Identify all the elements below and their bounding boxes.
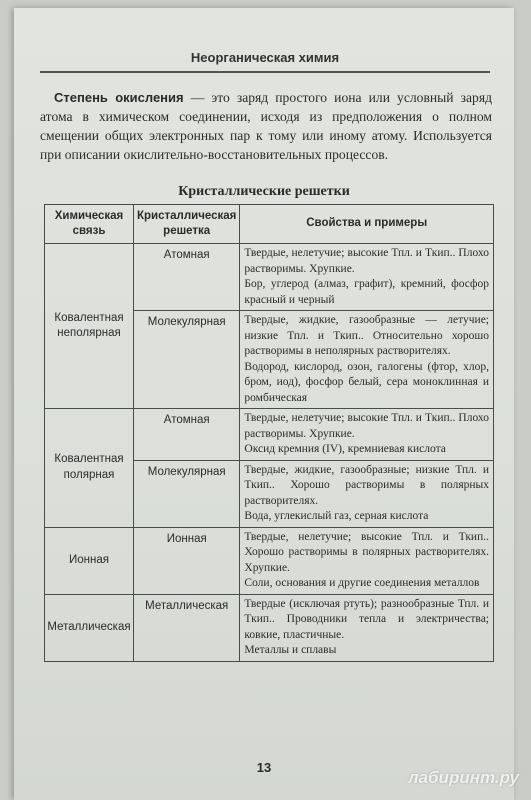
crystal-lattice-table [44,204,494,662]
running-header: Неорганическая химия [40,50,490,73]
properties-text: Твердые, жидкие, газообразные; низкие Тпл. и Ткип.. Хорошо растворимы в полярных растворителях. [244,463,489,507]
lattice-cell: Молекулярная [134,311,240,409]
bond-cell: Ионная [45,527,134,594]
lattice-cell: Атомная [134,244,240,311]
book-page [14,8,514,800]
definition-paragraph [40,88,492,164]
examples-text: Водород, кислород, озон, галогены (фтор, хлор, бром, иод), фосфор белый, сера моноклинная и ромбическая [244,360,489,404]
bond-cell: Ковалентная неполярная [45,244,134,409]
definition-text: — это заряд простого иона или условный заряд атома в химическом соединении, исходя из предположения о полном смещении общих электронных пар к тому или иному атому. Используется при описании окислительно-восстановительных процессов. [40,90,492,162]
bond-cell: Ковалентная полярная [45,409,134,528]
page-number: 13 [256,760,272,775]
table-row [45,527,494,594]
properties-cell [240,594,494,661]
header-properties: Свойства и примеры [240,205,494,244]
examples-text: Металлы и сплавы [244,644,337,656]
header-bond: Химическая связь [45,205,134,244]
lattice-cell: Молекулярная [134,460,240,527]
properties-text: Твердые, нелетучие; высокие Тпл. и Ткип.. Плохо растворимы. Хрупкие. [244,247,489,275]
table-row [45,594,494,661]
watermark-logo: лабиринт.ру [408,768,519,787]
properties-cell [240,311,494,409]
table-header-row [45,205,494,244]
lattice-cell: Металлическая [134,594,240,661]
table-title: Кристаллические решетки [178,184,350,199]
table-row [45,409,494,461]
properties-cell [240,460,494,527]
bond-cell: Металлическая [45,594,134,661]
header-lattice: Кристаллическая решетка [134,205,240,244]
table-row [45,244,494,311]
examples-text: Вода, углекислый газ, серная кислота [244,510,429,522]
properties-text: Твердые, жидкие, газообразные — летучие; низкие Тпл. и Ткип.. Относительно хорошо растворимы в неполярных растворителях. [244,314,489,357]
examples-text: Оксид кремния (IV), кремниевая кислота [244,443,446,455]
properties-cell [240,244,494,311]
examples-text: Бор, углерод (алмаз, графит), кремний, фосфор красный и черный [244,278,489,306]
properties-cell [240,527,494,594]
properties-text: Твердые, нелетучие; высокие Тпл. и Ткип.. Плохо растворимы. Хрупкие. [244,412,489,440]
properties-text: Твердые (исключая ртуть); разнообразные Тпл. и Ткип.. Проводники тепла и электричества; ковкие, пластичные. [244,597,489,641]
lattice-cell: Ионная [134,527,240,594]
lattice-cell: Атомная [134,409,240,461]
properties-cell [240,409,494,461]
definition-term: Степень окисления [54,90,184,105]
properties-text: Твердые, нелетучие; высокие Тпл. и Ткип.. Хорошо растворимы в полярных растворителях. Хрупкие. [244,530,489,574]
examples-text: Соли, основания и другие соединения металлов [244,577,480,589]
